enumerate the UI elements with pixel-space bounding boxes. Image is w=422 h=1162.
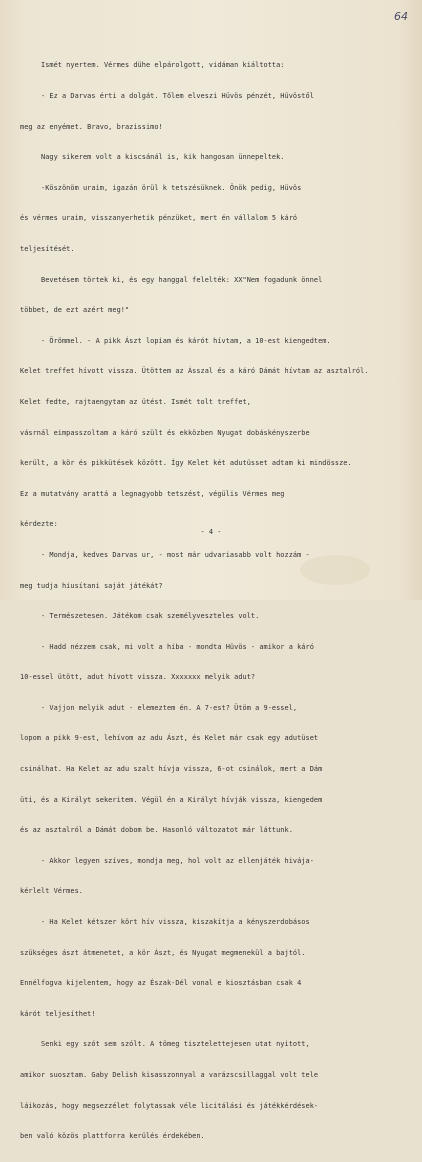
text-line: Kelet treffet hívott vissza. Ütöttem az Ásszal és a káró Dámát hívtam az asztalról. xyxy=(20,367,369,376)
text-line: - Akkor legyen szíves, mondja meg, hol volt az ellenjáték hivája- xyxy=(20,856,314,865)
text-line: 10-essel ütött, adut hívott vissza. Xxxxxxx melyik adut? xyxy=(20,673,256,682)
text-line: Ez a mutatvány arattá a legnagyobb tetszést, végülis Vérmes meg xyxy=(20,489,285,498)
paper-stain xyxy=(300,555,370,585)
document-body xyxy=(20,40,408,1162)
text-line: -Köszönöm uraim, igazán örül k tetszésüknek. Önök pedig, Hüvös xyxy=(20,183,302,192)
text-line: ben való közös plattforra kerülés érdekében. xyxy=(20,1132,205,1141)
text-line: Kelet fedte, rajtaengytam az ütést. Ismét tolt treffet, xyxy=(20,397,251,406)
text-line: csinálhat. Ha Kelet az adu szalt hívja vissza, 6-ot csinálok, mert a Dám xyxy=(20,765,323,774)
text-line: kérlelt Vérmes. xyxy=(20,887,83,896)
text-line: - Vajjon melyik adut - elemeztem én. A 7-est? Ütöm a 9-essel, xyxy=(20,703,298,712)
text-line: Bevetésem törtek ki, és egy hanggal felelték: XX"Nem fogadunk önnel xyxy=(20,275,323,284)
text-line: meg az enyémet. Bravo, brazissimo! xyxy=(20,122,163,131)
text-line: került, a kör és pikkütések között. Így Kelet két adutüsset adtam ki mindössze. xyxy=(20,459,352,468)
handwritten-page-number: 64 xyxy=(394,10,408,23)
text-line: - Örömmel. - A pikk Ászt lopiam és kárót hívtam, a 10-est kiengedtem. xyxy=(20,336,331,345)
text-line: - Ez a Darvas érti a dolgát. Tőlem elveszi Hüvös pénzét, Hüvöstől xyxy=(20,92,314,100)
text-line: Ismét nyertem. Vérmes dühe elpárolgott, vidáman kiáltotta: xyxy=(20,61,285,70)
text-line: többet, de ezt azért meg!" xyxy=(20,306,130,315)
text-line: szükséges ászt átmenetet, a kör Ászt, és Nyugat megmenekül a bajtól. xyxy=(20,948,306,957)
text-line: vásrnál eimpasszoltam a káró szült és ekközben Nyugat dobáskényszerbe xyxy=(20,428,310,437)
text-line: Ennélfogva kijelentem, hogy az Észak-Dél vonal e kiosztásban csak 4 xyxy=(20,979,302,988)
text-line: kérdezte: xyxy=(20,520,58,529)
text-line: - Ha Kelet kétszer kört hív vissza, kiszakítja a kényszerdobásos xyxy=(20,918,310,927)
text-line: Nagy sikerem volt a kiscsánál is, kik hangosan ünnepeltek. xyxy=(20,153,285,162)
text-line: meg tudja hiusítani saját játékát? xyxy=(20,581,163,590)
text-line: üti, és a Királyt sekeritem. Végül én a Királyt hívják vissza, kiengedem xyxy=(20,795,323,804)
text-line: - Hadd nézzem csak, mi volt a hiba - mondta Hüvös - amikor a káró xyxy=(20,642,314,651)
text-line: amikor suosztam. Gaby Delish kisasszonnyal a varázscsillaggal volt tele xyxy=(20,1071,319,1079)
footer-page-number: - 4 - xyxy=(200,528,222,536)
text-line: lopom a pikk 9-est, lehívom az adu Ászt, és Kelet már csak egy adutüset xyxy=(20,734,319,743)
text-line: és vérmes uraim, visszanyerhetik pénzüket, mert én vállalom 5 káró xyxy=(20,214,298,223)
text-line: és az asztalról a Dámát dobom be. Hasonló változatot már láttunk. xyxy=(20,826,293,835)
text-line: Senki egy szót sem szólt. A tömeg tisztelettejesen utat nyitott, xyxy=(20,1040,310,1049)
text-line: - Mondja, kedves Darvas ur, - most már udvariasabb volt hozzám - xyxy=(20,550,310,559)
text-line: kárót teljesíthet! xyxy=(20,1009,96,1018)
text-line: - Természetesen. Játékom csak személyveszteles volt. xyxy=(20,612,260,621)
text-line: teljesítését. xyxy=(20,244,75,253)
text-line: láikozás, hogy megsezzélet folytassak véle licitálási és játékkérdések- xyxy=(20,1101,319,1110)
